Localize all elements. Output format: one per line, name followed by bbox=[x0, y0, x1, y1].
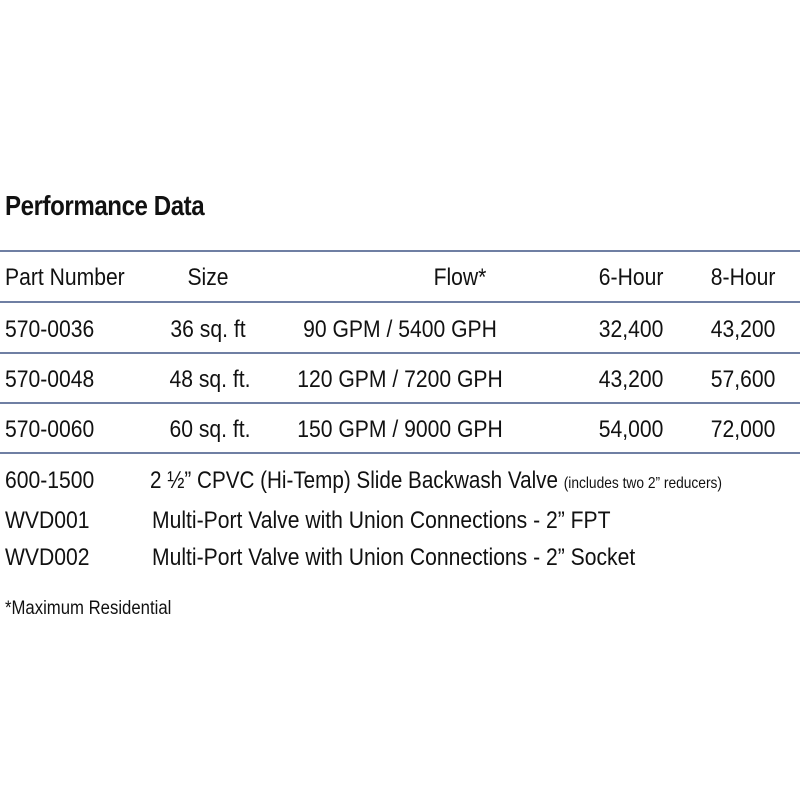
row-six-hour: 54,000 bbox=[598, 416, 663, 443]
accessory-note: (includes two 2” reducers) bbox=[563, 475, 723, 492]
row-flow: 90 GPM / 5400 GPH bbox=[303, 316, 497, 343]
accessory-description bbox=[150, 463, 722, 502]
row-eight-hour: 57,600 bbox=[710, 366, 775, 393]
accessory-row bbox=[0, 463, 800, 499]
page-title: Performance Data bbox=[5, 190, 205, 221]
accessory-description-text: Multi-Port Valve with Union Connections - 2” FPT bbox=[152, 507, 611, 534]
row-part-number: 570-0036 bbox=[5, 316, 95, 343]
row-divider bbox=[0, 352, 800, 354]
row-eight-hour: 72,000 bbox=[710, 416, 775, 443]
row-divider bbox=[0, 402, 800, 404]
header-top-rule bbox=[0, 250, 800, 252]
row-part-number: 570-0048 bbox=[5, 366, 95, 393]
accessory-description-text: 2 ½” CPVC (Hi-Temp) Slide Backwash Valve bbox=[150, 467, 558, 494]
table-row bbox=[0, 410, 800, 450]
header-six-hour: 6-Hour bbox=[598, 264, 663, 291]
accessory-part-number: 600-1500 bbox=[5, 467, 95, 494]
header-size: Size bbox=[187, 264, 229, 291]
table-row bbox=[0, 360, 800, 400]
accessory-part-number: WVD001 bbox=[5, 507, 90, 534]
header-bottom-rule bbox=[0, 301, 800, 303]
accessory-description bbox=[152, 503, 611, 539]
accessory-part-number: WVD002 bbox=[5, 544, 90, 571]
row-six-hour: 32,400 bbox=[598, 316, 663, 343]
row-flow: 120 GPM / 7200 GPH bbox=[297, 366, 503, 393]
row-size: 36 sq. ft bbox=[170, 316, 246, 343]
footnote: *Maximum Residential bbox=[5, 598, 172, 619]
row-six-hour: 43,200 bbox=[598, 366, 663, 393]
table-row bbox=[0, 310, 800, 350]
row-part-number: 570-0060 bbox=[5, 416, 95, 443]
header-eight-hour: 8-Hour bbox=[710, 264, 775, 291]
row-flow: 150 GPM / 9000 GPH bbox=[297, 416, 503, 443]
row-size: 60 sq. ft. bbox=[169, 416, 251, 443]
row-eight-hour: 43,200 bbox=[710, 316, 775, 343]
row-size: 48 sq. ft. bbox=[169, 366, 251, 393]
accessory-description-text: Multi-Port Valve with Union Connections - 2” Socket bbox=[152, 544, 636, 571]
accessory-description bbox=[152, 540, 635, 576]
header-flow: Flow* bbox=[433, 264, 487, 291]
accessory-row bbox=[0, 503, 800, 539]
table-bottom-rule bbox=[0, 452, 800, 454]
table-header-row bbox=[0, 258, 800, 298]
accessory-row bbox=[0, 540, 800, 576]
header-part-number: Part Number bbox=[5, 264, 125, 291]
